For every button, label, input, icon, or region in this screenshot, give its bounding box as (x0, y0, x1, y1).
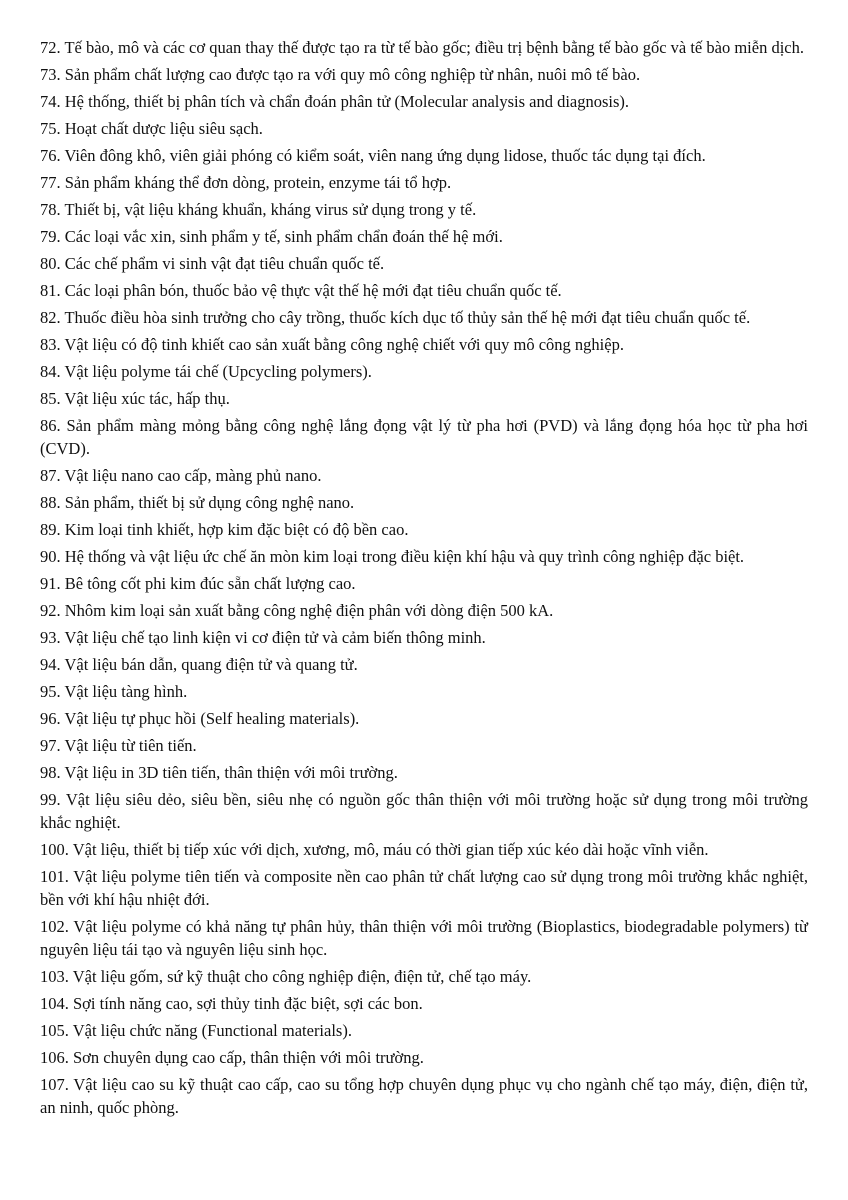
list-item: 99. Vật liệu siêu dẻo, siêu bền, siêu nhẹ có nguồn gốc thân thiện với môi trường hoặc sử dụng trong môi trường khắc nghiệt. (40, 790, 808, 832)
list-item: 105. Vật liệu chức năng (Functional materials). (40, 1021, 352, 1040)
list-item: 81. Các loại phân bón, thuốc bảo vệ thực vật thế hệ mới đạt tiêu chuẩn quốc tế. (40, 281, 562, 300)
list-item: 103. Vật liệu gốm, sứ kỹ thuật cho công nghiệp điện, điện tử, chế tạo máy. (40, 967, 532, 986)
list-item: 83. Vật liệu có độ tinh khiết cao sản xuất bằng công nghệ chiết với quy mô công nghiệp. (40, 335, 624, 354)
list-item: 78. Thiết bị, vật liệu kháng khuẩn, kháng virus sử dụng trong y tế. (40, 200, 477, 219)
list-item: 102. Vật liệu polyme có khả năng tự phân hủy, thân thiện với môi trường (Bioplastics, biodegradable polymers) từ nguyên liệu tái tạo và nguyên liệu sinh học. (40, 917, 808, 959)
list-item: 90. Hệ thống và vật liệu ức chế ăn mòn kim loại trong điều kiện khí hậu và quy trình công nghiệp đặc biệt. (40, 547, 745, 566)
list-item: 107. Vật liệu cao su kỹ thuật cao cấp, cao su tổng hợp chuyên dụng phục vụ cho ngành chế tạo máy, điện, điện tử, an ninh, quốc phòng. (40, 1075, 808, 1117)
list-item: 97. Vật liệu từ tiên tiến. (40, 736, 197, 755)
list-item: 101. Vật liệu polyme tiên tiến và composite nền cao phân tử chất lượng cao sử dụng trong môi trường khắc nghiệt, bền với khí hậu nhiệt đới. (40, 867, 808, 909)
list-item: 104. Sợi tính năng cao, sợi thủy tinh đặc biệt, sợi các bon. (40, 994, 423, 1013)
list-item: 100. Vật liệu, thiết bị tiếp xúc với dịch, xương, mô, máu có thời gian tiếp xúc kéo dài hoặc vĩnh viễn. (40, 840, 709, 859)
list-item: 88. Sản phẩm, thiết bị sử dụng công nghệ nano. (40, 493, 355, 512)
list-item: 76. Viên đông khô, viên giải phóng có kiểm soát, viên nang ứng dụng lidose, thuốc tác dụng tại đích. (40, 146, 706, 165)
list-item: 92. Nhôm kim loại sản xuất bằng công nghệ điện phân với dòng điện 500 kA. (40, 601, 554, 620)
list-item: 89. Kim loại tinh khiết, hợp kim đặc biệt có độ bền cao. (40, 520, 409, 539)
list-item: 93. Vật liệu chế tạo linh kiện vi cơ điện tử và cảm biến thông minh. (40, 628, 486, 647)
list-item: 77. Sản phẩm kháng thể đơn dòng, protein, enzyme tái tổ hợp. (40, 173, 452, 192)
list-item: 85. Vật liệu xúc tác, hấp thụ. (40, 389, 230, 408)
list-item: 82. Thuốc điều hòa sinh trưởng cho cây trồng, thuốc kích dục tố thủy sản thế hệ mới đạt tiêu chuẩn quốc tế. (40, 308, 751, 327)
list-item: 96. Vật liệu tự phục hồi (Self healing materials). (40, 709, 360, 728)
list-item: 94. Vật liệu bán dẫn, quang điện tử và quang tử. (40, 655, 358, 674)
list-item: 80. Các chế phẩm vi sinh vật đạt tiêu chuẩn quốc tế. (40, 254, 385, 273)
list-item: 84. Vật liệu polyme tái chế (Upcycling polymers). (40, 362, 372, 381)
list-item: 74. Hệ thống, thiết bị phân tích và chẩn đoán phân tử (Molecular analysis and diagnosis). (40, 92, 630, 111)
list-item: 75. Hoạt chất dược liệu siêu sạch. (40, 119, 263, 138)
list-item: 106. Sơn chuyên dụng cao cấp, thân thiện với môi trường. (40, 1048, 424, 1067)
list-item: 86. Sản phẩm màng mỏng bằng công nghệ lắng đọng vật lý từ pha hơi (PVD) và lắng đọng hóa học từ pha hơi (CVD). (40, 416, 808, 458)
list-item: 73. Sản phẩm chất lượng cao được tạo ra với quy mô công nghiệp từ nhân, nuôi mô tế bào. (40, 65, 641, 84)
list-item: 91. Bê tông cốt phi kim đúc sẵn chất lượng cao. (40, 574, 356, 593)
list-item: 87. Vật liệu nano cao cấp, màng phủ nano. (40, 466, 322, 485)
list-item: 72. Tế bào, mô và các cơ quan thay thế được tạo ra từ tế bào gốc; điều trị bệnh bằng tế bào gốc và tế bào miễn dịch. (40, 38, 804, 57)
list-item: 79. Các loại vắc xin, sinh phẩm y tế, sinh phẩm chẩn đoán thế hệ mới. (40, 227, 503, 246)
list-item: 95. Vật liệu tàng hình. (40, 682, 188, 701)
list-item: 98. Vật liệu in 3D tiên tiến, thân thiện với môi trường. (40, 763, 398, 782)
